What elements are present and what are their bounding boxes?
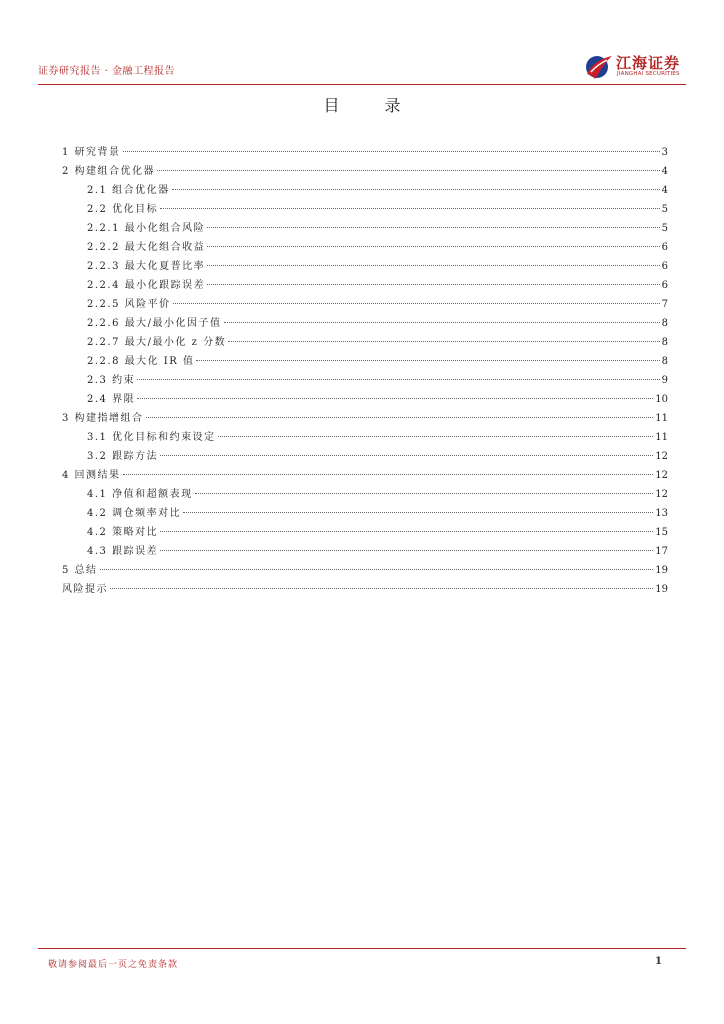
toc-entry[interactable] xyxy=(62,257,668,276)
toc-entry-page: 17 xyxy=(655,546,668,557)
toc-entry-page: 8 xyxy=(661,356,668,367)
toc-entry-title: 风险提示 xyxy=(62,584,108,595)
toc-leader-dots xyxy=(195,493,654,494)
toc-entry-title: 2.2.1 最小化组合风险 xyxy=(87,223,206,234)
toc-entry-page: 4 xyxy=(661,185,668,196)
toc-leader-dots xyxy=(173,303,660,304)
toc-leader-dots xyxy=(196,360,659,361)
toc-entry-page: 5 xyxy=(661,223,668,234)
toc-entry-page: 11 xyxy=(655,432,668,443)
toc-entry-title: 2.2.2 最大化组合收益 xyxy=(87,242,206,253)
toc-entry[interactable] xyxy=(62,523,668,542)
toc-entry[interactable] xyxy=(62,333,668,352)
logo-text-en: JIANGHAI SECURITIES xyxy=(617,71,680,77)
toc-entry-title: 3 构建指增组合 xyxy=(62,413,144,424)
toc-entry[interactable] xyxy=(62,580,668,599)
toc-entry-page: 6 xyxy=(661,280,668,291)
toc-entry[interactable] xyxy=(62,276,668,295)
toc-entry-page: 10 xyxy=(655,394,668,405)
toc-entry-title: 3.1 优化目标和约束设定 xyxy=(87,432,216,443)
toc-leader-dots xyxy=(224,322,660,323)
toc-entry-title: 2.1 组合优化器 xyxy=(87,185,170,196)
header-divider xyxy=(38,84,686,85)
toc-entry-page: 4 xyxy=(661,166,668,177)
toc-entry-title: 4.1 净值和超额表现 xyxy=(87,489,193,500)
toc-entry-page: 12 xyxy=(655,470,668,481)
toc-entry-page: 8 xyxy=(661,337,668,348)
jianghai-logo-icon xyxy=(583,52,613,82)
toc-title: 目 录 xyxy=(323,96,421,115)
toc-entry[interactable] xyxy=(62,485,668,504)
toc-entry[interactable] xyxy=(62,371,668,390)
toc-entry-title: 2.2 优化目标 xyxy=(87,204,159,215)
table-of-contents xyxy=(62,143,668,599)
toc-entry[interactable] xyxy=(62,561,668,580)
toc-entry-title: 5 总结 xyxy=(62,565,98,576)
toc-entry[interactable] xyxy=(62,295,668,314)
company-logo xyxy=(583,52,693,82)
toc-entry[interactable] xyxy=(62,466,668,485)
toc-leader-dots xyxy=(207,227,660,228)
toc-entry-page: 6 xyxy=(661,261,668,272)
toc-entry-title: 1 研究背景 xyxy=(62,147,121,158)
toc-leader-dots xyxy=(146,417,654,418)
toc-entry-page: 11 xyxy=(655,413,668,424)
toc-entry[interactable] xyxy=(62,447,668,466)
toc-entry[interactable] xyxy=(62,542,668,561)
toc-entry-title: 2.2.6 最大/最小化因子值 xyxy=(87,318,222,329)
toc-leader-dots xyxy=(207,284,660,285)
toc-entry-page: 12 xyxy=(655,451,668,462)
footer-disclaimer: 敬请参阅最后一页之免责条款 xyxy=(48,960,179,970)
toc-entry-title: 2.4 界限 xyxy=(87,394,136,405)
toc-leader-dots xyxy=(218,436,654,437)
toc-entry-page: 5 xyxy=(661,204,668,215)
toc-entry-title: 4 回测结果 xyxy=(62,470,121,481)
toc-entry-page: 19 xyxy=(655,565,668,576)
toc-entry-title: 2.2.7 最大/最小化 z 分数 xyxy=(87,337,227,348)
toc-entry-page: 19 xyxy=(655,584,668,595)
toc-entry-title: 2.2.8 最大化 IR 值 xyxy=(87,356,195,367)
toc-leader-dots xyxy=(137,398,653,399)
toc-entry-title: 2.2.3 最大化夏普比率 xyxy=(87,261,206,272)
toc-entry-title: 3.2 跟踪方法 xyxy=(87,451,159,462)
toc-leader-dots xyxy=(110,588,653,589)
toc-entry-page: 9 xyxy=(661,375,668,386)
toc-entry[interactable] xyxy=(62,390,668,409)
toc-entry-title: 2 构建组合优化器 xyxy=(62,166,156,177)
toc-entry-page: 13 xyxy=(655,508,668,519)
footer-divider xyxy=(38,948,686,949)
toc-entry[interactable] xyxy=(62,200,668,219)
page-number: 1 xyxy=(655,956,662,967)
toc-leader-dots xyxy=(160,208,660,209)
toc-leader-dots xyxy=(123,474,654,475)
toc-entry[interactable] xyxy=(62,219,668,238)
toc-entry-page: 8 xyxy=(661,318,668,329)
toc-leader-dots xyxy=(137,379,660,380)
toc-leader-dots xyxy=(123,151,660,152)
toc-entry-title: 4.3 跟踪误差 xyxy=(87,546,159,557)
toc-entry[interactable] xyxy=(62,352,668,371)
toc-leader-dots xyxy=(207,265,660,266)
toc-leader-dots xyxy=(228,341,660,342)
toc-entry[interactable] xyxy=(62,238,668,257)
toc-entry[interactable] xyxy=(62,504,668,523)
toc-entry[interactable] xyxy=(62,314,668,333)
toc-entry-title: 2.3 约束 xyxy=(87,375,136,386)
toc-entry-page: 7 xyxy=(661,299,668,310)
toc-entry[interactable] xyxy=(62,181,668,200)
toc-leader-dots xyxy=(207,246,660,247)
toc-entry-title: 2.2.4 最小化跟踪误差 xyxy=(87,280,206,291)
report-type-label: 证券研究报告 · 金融工程报告 xyxy=(38,66,176,77)
toc-entry-page: 12 xyxy=(655,489,668,500)
toc-leader-dots xyxy=(160,550,653,551)
toc-leader-dots xyxy=(157,170,660,171)
toc-leader-dots xyxy=(172,189,660,190)
toc-entry[interactable] xyxy=(62,162,668,181)
toc-entry-title: 2.2.5 风险平价 xyxy=(87,299,171,310)
toc-entry[interactable] xyxy=(62,143,668,162)
toc-entry[interactable] xyxy=(62,428,668,447)
toc-entry-title: 4.2 策略对比 xyxy=(87,527,159,538)
toc-leader-dots xyxy=(160,531,653,532)
toc-entry[interactable] xyxy=(62,409,668,428)
toc-leader-dots xyxy=(160,455,653,456)
toc-entry-page: 3 xyxy=(661,147,668,158)
toc-entry-title: 4.2 调仓频率对比 xyxy=(87,508,182,519)
toc-leader-dots xyxy=(100,569,654,570)
toc-entry-page: 15 xyxy=(655,527,668,538)
toc-leader-dots xyxy=(183,512,653,513)
toc-entry-page: 6 xyxy=(661,242,668,253)
logo-text-cn: 江海证券 xyxy=(616,54,681,72)
